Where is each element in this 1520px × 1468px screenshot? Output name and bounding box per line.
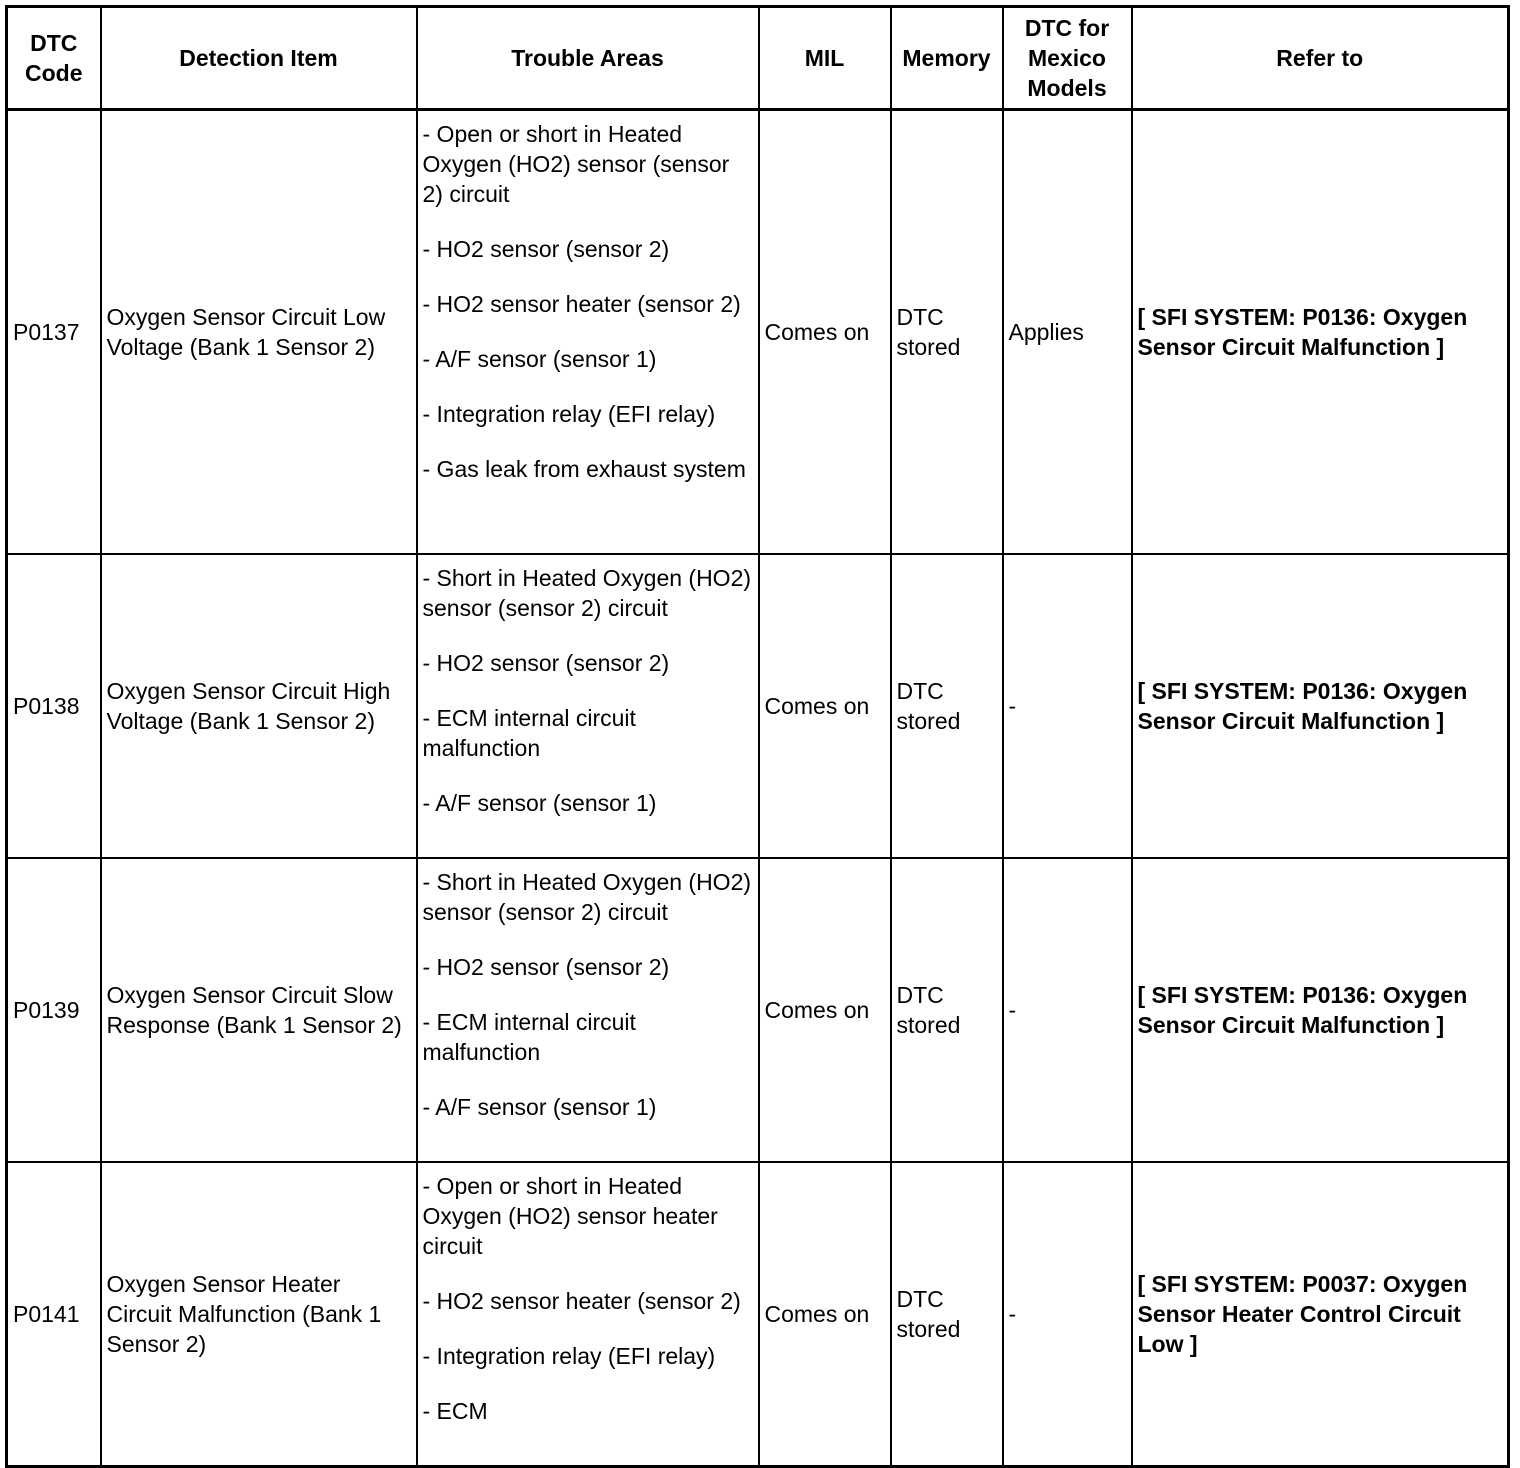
- mexico-models-cell: -: [1003, 554, 1132, 858]
- memory-cell: DTC stored: [891, 858, 1003, 1162]
- trouble-area-item: - HO2 sensor (sensor 2): [422, 236, 670, 262]
- trouble-areas-cell: [417, 1162, 759, 1467]
- table-row: [7, 1162, 1509, 1467]
- trouble-area-item: - HO2 sensor heater (sensor 2): [422, 1288, 741, 1314]
- trouble-area-item: - ECM internal circuit malfunction: [422, 1009, 636, 1065]
- trouble-areas-cell: [417, 858, 759, 1162]
- memory-cell: DTC stored: [891, 110, 1003, 555]
- trouble-area-item: - A/F sensor (sensor 1): [422, 790, 657, 816]
- memory-cell: DTC stored: [891, 1162, 1003, 1467]
- header-memory: Memory: [891, 7, 1003, 110]
- trouble-area-item: - A/F sensor (sensor 1): [422, 346, 657, 372]
- refer-to-link[interactable]: [ SFI SYSTEM: P0136: Oxygen Sensor Circuit Malfunction ]: [1132, 110, 1509, 555]
- trouble-areas-list: [423, 563, 753, 818]
- trouble-area-item: - A/F sensor (sensor 1): [422, 1094, 657, 1120]
- memory-cell: DTC stored: [891, 554, 1003, 858]
- trouble-area-item: - ECM: [422, 1398, 488, 1424]
- header-mexico-models: DTC for Mexico Models: [1003, 7, 1132, 110]
- header-trouble-areas: Trouble Areas: [417, 7, 759, 110]
- trouble-area-item: - HO2 sensor (sensor 2): [422, 954, 670, 980]
- header-detection-item: Detection Item: [101, 7, 417, 110]
- detection-item-cell: Oxygen Sensor Heater Circuit Malfunction (Bank 1 Sensor 2): [101, 1162, 417, 1467]
- dtc-table-container: [5, 5, 1510, 1468]
- trouble-area-item: - HO2 sensor (sensor 2): [422, 650, 670, 676]
- header-dtc-code: DTC Code: [7, 7, 101, 110]
- trouble-areas-list: [423, 867, 753, 1122]
- table-row: [7, 110, 1509, 555]
- trouble-area-item: - Integration relay (EFI relay): [422, 401, 716, 427]
- table-header-row: [7, 7, 1509, 110]
- dtc-table: [5, 5, 1510, 1468]
- refer-to-link[interactable]: [ SFI SYSTEM: P0037: Oxygen Sensor Heater Control Circuit Low ]: [1132, 1162, 1509, 1467]
- trouble-area-item: - Integration relay (EFI relay): [422, 1343, 716, 1369]
- mil-cell: Comes on: [759, 110, 891, 555]
- trouble-area-item: - Open or short in Heated Oxygen (HO2) sensor (sensor 2) circuit: [422, 121, 730, 207]
- mil-cell: Comes on: [759, 1162, 891, 1467]
- trouble-area-item: - Gas leak from exhaust system: [422, 456, 746, 482]
- table-row: [7, 554, 1509, 858]
- trouble-areas-cell: [417, 110, 759, 555]
- trouble-area-item: - ECM internal circuit malfunction: [422, 705, 636, 761]
- refer-to-link[interactable]: [ SFI SYSTEM: P0136: Oxygen Sensor Circuit Malfunction ]: [1132, 858, 1509, 1162]
- detection-item-cell: Oxygen Sensor Circuit Low Voltage (Bank 1 Sensor 2): [101, 110, 417, 555]
- mexico-models-cell: Applies: [1003, 110, 1132, 555]
- header-mil: MIL: [759, 7, 891, 110]
- dtc-code-cell: P0139: [7, 858, 101, 1162]
- mil-cell: Comes on: [759, 554, 891, 858]
- trouble-areas-cell: [417, 554, 759, 858]
- header-refer-to: Refer to: [1132, 7, 1509, 110]
- refer-to-link[interactable]: [ SFI SYSTEM: P0136: Oxygen Sensor Circuit Malfunction ]: [1132, 554, 1509, 858]
- dtc-code-cell: P0141: [7, 1162, 101, 1467]
- detection-item-cell: Oxygen Sensor Circuit High Voltage (Bank 1 Sensor 2): [101, 554, 417, 858]
- trouble-areas-list: [423, 1171, 753, 1426]
- trouble-area-item: - Short in Heated Oxygen (HO2) sensor (sensor 2) circuit: [422, 869, 752, 925]
- mexico-models-cell: -: [1003, 1162, 1132, 1467]
- dtc-code-cell: P0138: [7, 554, 101, 858]
- detection-item-cell: Oxygen Sensor Circuit Slow Response (Bank 1 Sensor 2): [101, 858, 417, 1162]
- trouble-areas-list: [423, 119, 753, 484]
- trouble-area-item: - Open or short in Heated Oxygen (HO2) sensor heater circuit: [422, 1173, 718, 1259]
- trouble-area-item: - Short in Heated Oxygen (HO2) sensor (sensor 2) circuit: [422, 565, 752, 621]
- table-row: [7, 858, 1509, 1162]
- mil-cell: Comes on: [759, 858, 891, 1162]
- dtc-code-cell: P0137: [7, 110, 101, 555]
- mexico-models-cell: -: [1003, 858, 1132, 1162]
- trouble-area-item: - HO2 sensor heater (sensor 2): [422, 291, 741, 317]
